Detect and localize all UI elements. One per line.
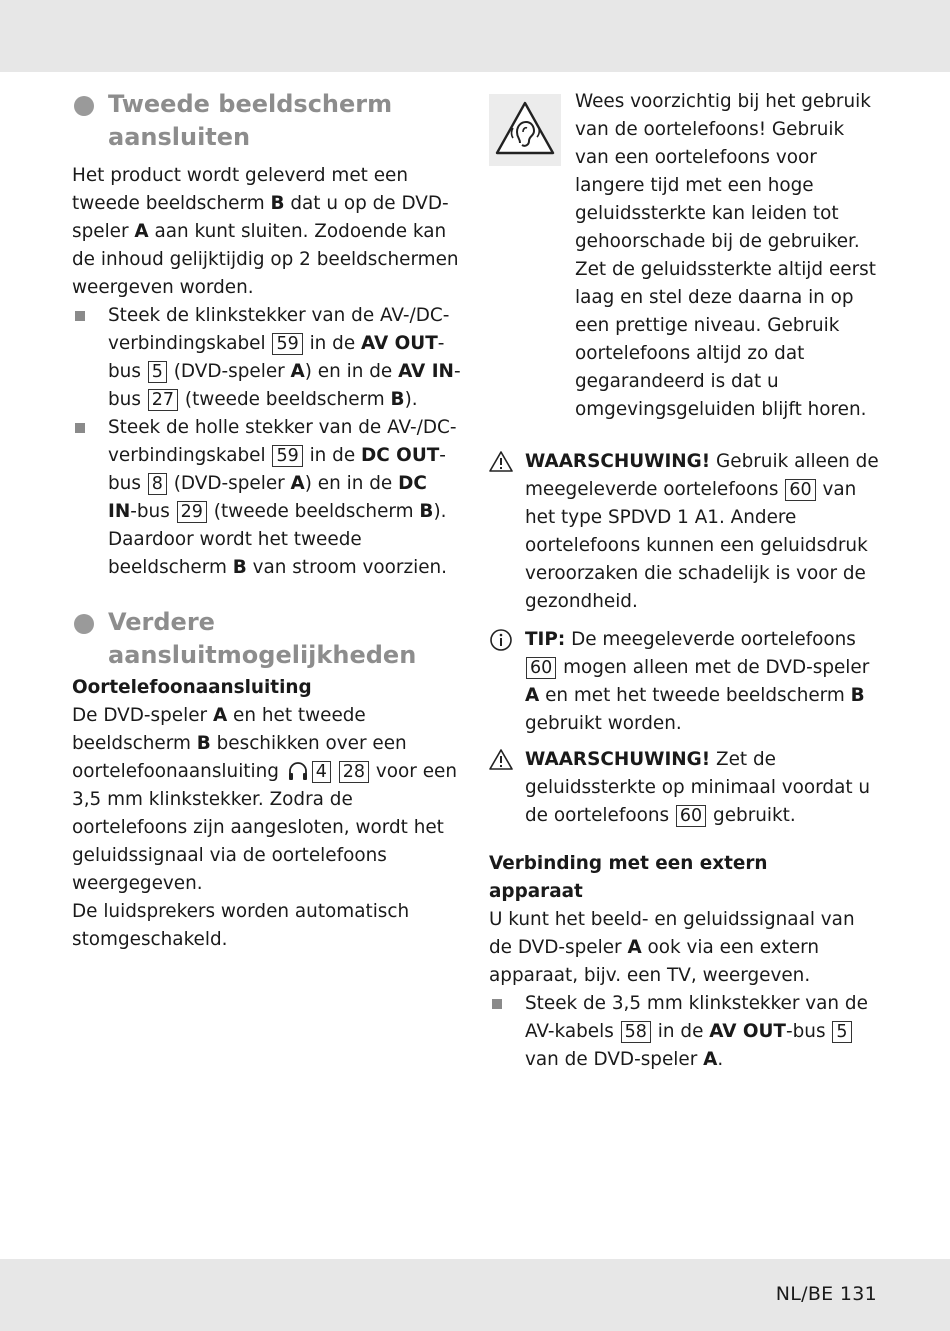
part-number: 59 — [272, 445, 302, 467]
part-number: 60 — [785, 479, 815, 501]
section-title: Tweede beeldscherm aansluiten — [108, 90, 393, 151]
part-number: 60 — [526, 657, 556, 679]
headphone-paragraph: De DVD-speler A en het tweede beeldscherm B beschikken over een oortelefoonaansluiting 4 28 voor een 3,5 mm klinkstekker. Zodra de oortelefoons zijn aangesloten, wordt het geluidssignaal via de oortelefoons weergegeven. — [72, 705, 458, 894]
hearing-warning-block — [489, 88, 881, 424]
headphone-icon — [287, 761, 309, 781]
warning-label: WAARSCHUWING! — [525, 749, 711, 770]
top-header-band — [0, 0, 950, 72]
section-bullet-icon — [74, 614, 94, 634]
page-number: NL/BE 131 — [775, 1283, 877, 1305]
section-heading-second-screen — [72, 88, 462, 154]
bullet-square-icon — [75, 311, 85, 321]
instruction-bullet-dc: Steek de holle stekker van de AV-/DC-verbindingskabel 59 in de DC OUT-bus 8 (DVD-speler A) en in de DC IN-bus 29 (tweede beeldscherm B). Daardoor wordt het tweede beeldscherm B van stroom voorzien. — [72, 414, 462, 582]
warning-note-headphones: WAARSCHUWING! Gebruik alleen de meegeleverde oortelefoons 60 van het type SPDVD 1 A1. Andere oortelefoons kunnen een geluidsdruk veroorzaken die schadelijk is voor de gezondheid. — [489, 448, 881, 616]
bullet-square-icon — [492, 999, 502, 1009]
part-number: 58 — [621, 1021, 651, 1043]
part-number: 60 — [676, 805, 706, 827]
bullet-square-icon — [75, 423, 85, 433]
instruction-bullet-av: Steek de klinkstekker van de AV-/DC-verbindingskabel 59 in de AV OUT-bus 5 (DVD-speler A) en in de AV IN-bus 27 (tweede beeldscherm B). — [72, 302, 462, 414]
right-column — [489, 88, 881, 1074]
subheading-external-device: Verbinding met een extern apparaat — [489, 853, 768, 902]
speaker-mute-paragraph: De luidsprekers worden automatisch stomgeschakeld. — [72, 901, 410, 950]
part-number: 27 — [148, 389, 178, 411]
warning-triangle-icon — [489, 748, 513, 772]
tip-label: TIP: — [525, 629, 566, 650]
part-number: 29 — [177, 501, 207, 523]
intro-paragraph: Het product wordt geleverd met een tweede beeldscherm B dat u op de DVD-speler A aan kunt sluiten. Zodoende kan de inhoud gelijktijdig op 2 beeldschermen weergeven worden. — [72, 165, 459, 298]
part-number: 59 — [272, 333, 302, 355]
hearing-damage-warning-icon — [489, 94, 561, 166]
part-number: 28 — [339, 761, 369, 783]
external-paragraph: U kunt het beeld- en geluidssignaal van de DVD-speler A ook via een extern apparaat, bijv. een TV, weergeven. — [489, 909, 855, 986]
part-number: 5 — [832, 1021, 851, 1043]
section-title: Verdere aansluitmogelijkheden — [108, 608, 417, 669]
tip-note: TIP: De meegeleverde oortelefoons 60 mogen alleen met de DVD-speler A en met het tweede beeldscherm B gebruikt worden. — [489, 626, 881, 738]
hearing-warning-text: Wees voorzichtig bij het gebruik van de oortelefoons! Gebruik van een oortelefoons voor langere tijd met een hoge geluidssterkte kan leiden tot gehoorschade bij de gebruiker. Zet de geluidssterkte altijd eerst laag en stel deze daarna in op een prettige niveau. Gebruik oortelefoons altijd zo dat gegarandeerd is dat u omgevingsgeluiden blijft horen. — [575, 91, 876, 420]
part-number: 5 — [148, 361, 167, 383]
instruction-bullet-external: Steek de 3,5 mm klinkstekker van de AV-kabels 58 in de AV OUT-bus 5 van de DVD-speler A. — [489, 990, 881, 1074]
left-column — [72, 88, 462, 954]
section-bullet-icon — [74, 96, 94, 116]
part-number: 4 — [312, 761, 331, 783]
subheading-headphone-jack: Oortelefoonaansluiting — [72, 677, 312, 698]
info-icon — [489, 628, 513, 652]
warning-label: WAARSCHUWING! — [525, 451, 711, 472]
part-number: 8 — [148, 473, 167, 495]
warning-note-volume: WAARSCHUWING! Zet de geluidssterkte op minimaal voordat u de oortelefoons 60 gebruikt. — [489, 746, 881, 830]
section-heading-further-connections — [72, 606, 462, 672]
warning-triangle-icon — [489, 450, 513, 474]
